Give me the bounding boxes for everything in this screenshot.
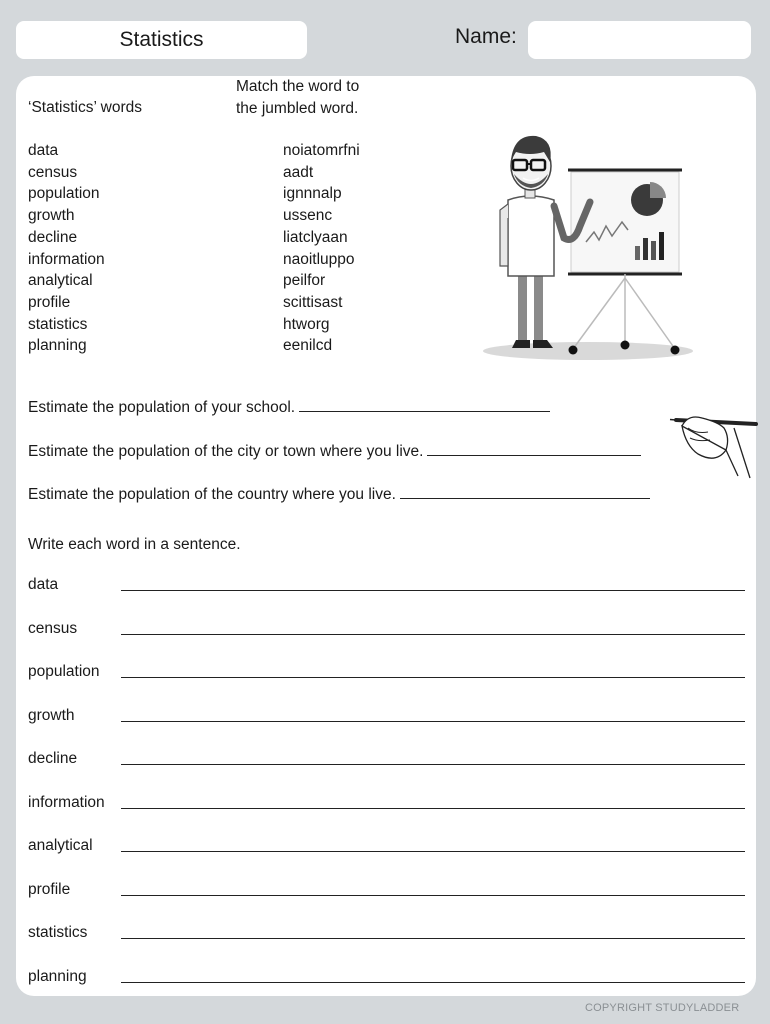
estimate-school xyxy=(28,399,550,417)
sentence-answer-line[interactable] xyxy=(121,764,745,765)
sentence-word-label: information xyxy=(28,794,105,811)
sentence-word-label: population xyxy=(28,663,100,680)
sentence-answer-line[interactable] xyxy=(121,721,745,722)
jumbled-word-item: naoitluppo xyxy=(283,250,355,268)
sentence-word-label: data xyxy=(28,576,59,593)
word-item: growth xyxy=(28,207,75,225)
statistics-words-heading: ‘Statistics’ words xyxy=(28,99,142,116)
jumbled-word-item: eenilcd xyxy=(283,337,333,355)
teacher-presenting-chart-illustration xyxy=(478,126,698,366)
word-item: decline xyxy=(28,228,78,246)
worksheet-title: Statistics xyxy=(16,21,307,59)
sentence-answer-line[interactable] xyxy=(121,895,745,896)
sentence-word-label: planning xyxy=(28,968,87,985)
jumbled-word-item: scittisast xyxy=(283,293,343,311)
word-item: data xyxy=(28,142,59,159)
sentence-answer-line[interactable] xyxy=(121,851,745,852)
copyright-notice: COPYRIGHT STUDYLADDER xyxy=(585,1002,740,1014)
jumbled-word-list xyxy=(283,140,360,357)
word-item: information xyxy=(28,250,105,268)
word-item: statistics xyxy=(28,315,88,333)
sentence-answer-line[interactable] xyxy=(121,677,745,678)
jumbled-word-item: ussenc xyxy=(283,207,333,225)
word-list xyxy=(28,140,105,357)
jumbled-word-item: aadt xyxy=(283,163,314,181)
estimate-school-answer-line[interactable] xyxy=(299,399,550,412)
estimate-city-text: Estimate the population of the city or town where you live. xyxy=(28,443,424,460)
estimate-country-text: Estimate the population of the country where you live. xyxy=(28,486,396,503)
sentence-word-label: growth xyxy=(28,707,75,724)
name-label: Name: xyxy=(455,25,517,48)
jumbled-word-item: ignnnalp xyxy=(283,185,342,203)
sentence-answer-line[interactable] xyxy=(121,808,745,809)
estimate-city-answer-line[interactable] xyxy=(427,443,641,456)
sentence-answer-line[interactable] xyxy=(121,634,745,635)
sentence-word-label: census xyxy=(28,620,78,637)
sentence-word-label: decline xyxy=(28,750,78,767)
word-item: population xyxy=(28,185,100,203)
jumbled-word-item: liatclyaan xyxy=(283,228,348,246)
estimate-country xyxy=(28,486,650,504)
sentence-instruction: Write each word in a sentence. xyxy=(28,536,241,553)
sentence-word-label: analytical xyxy=(28,837,93,854)
word-item: profile xyxy=(28,293,71,311)
match-instruction-line2: the jumbled word. xyxy=(236,100,359,117)
estimate-school-text: Estimate the population of your school. xyxy=(28,399,296,416)
sentence-word-label: statistics xyxy=(28,924,88,941)
word-item: analytical xyxy=(28,272,93,290)
sentence-answer-line[interactable] xyxy=(121,590,745,591)
sentence-answer-line[interactable] xyxy=(121,982,745,983)
jumbled-word-item: peilfor xyxy=(283,272,326,290)
jumbled-word-item: noiatomrfni xyxy=(283,142,360,159)
name-field[interactable] xyxy=(528,21,751,59)
word-item: planning xyxy=(28,337,87,355)
hand-holding-pencil-icon xyxy=(668,398,760,482)
estimate-city xyxy=(28,443,641,461)
sentence-answer-line[interactable] xyxy=(121,938,745,939)
match-instruction-line1: Match the word to xyxy=(236,78,360,95)
jumbled-word-item: htworg xyxy=(283,315,330,333)
sentence-word-label: profile xyxy=(28,881,71,898)
estimate-country-answer-line[interactable] xyxy=(400,486,650,499)
word-item: census xyxy=(28,163,78,181)
